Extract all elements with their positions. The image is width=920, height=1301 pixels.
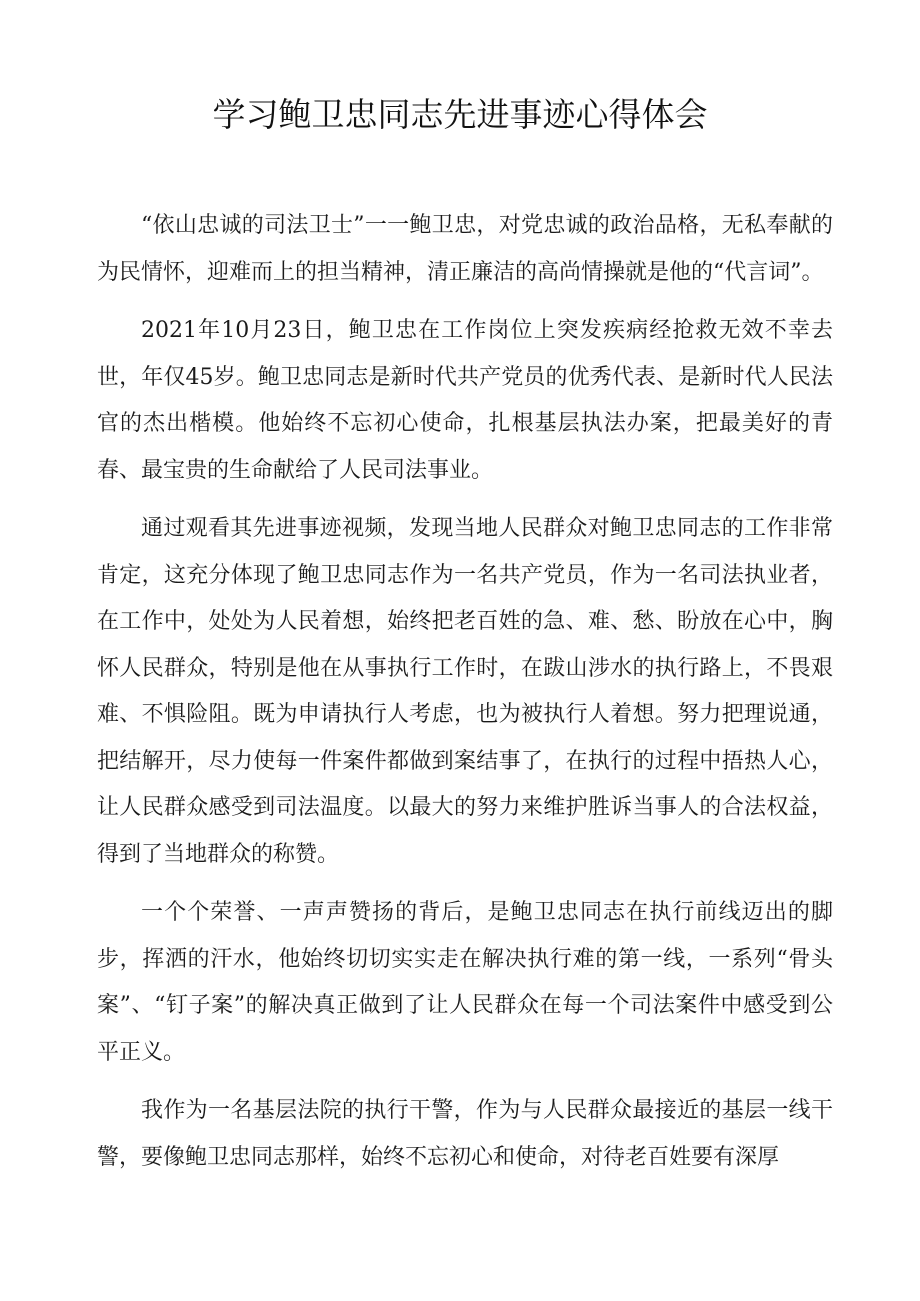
paragraph-1: “依山忠诚的司法卫士”一一鲍卫忠，对党忠诚的政治品格，无私奉献的为民情怀，迎难而上的担当精神，清正廉洁的高尚情操就是他的“代言词”。 xyxy=(97,213,833,285)
paragraph-5: 我作为一名基层法院的执行干警，作为与人民群众最接近的基层一线干警，要像鲍卫忠同志那样，始终不忘初心和使命，对待老百姓要有深厚 xyxy=(97,1098,833,1170)
document-title: 学习鲍卫忠同志先进事迹心得体会 xyxy=(212,95,708,134)
paragraph-4: 一个个荣誉、一声声赞扬的背后，是鲍卫忠同志在执行前线迈出的脚步，挥洒的汗水，他始终切切实实走在解决执行难的第一线，一系列“骨头案”、“钉子案”的解决真正做到了让人民群众在每一个司法案件中感受到公平正义。 xyxy=(97,900,833,1065)
paragraph-2: 2021年10月23日，鲍卫忠在工作岗位上突发疾病经抢救无效不幸去世，年仅45岁。鲍卫忠同志是新时代共产党员的优秀代表、是新时代人民法官的杰出楷模。他始终不忘初心使命，扎根基层执法办案，把最美好的青春、最宝贵的生命献给了人民司法事业。 xyxy=(97,318,833,483)
document-body xyxy=(97,203,833,1193)
paragraph-3: 通过观看其先进事迹视频，发现当地人民群众对鲍卫忠同志的工作非常肯定，这充分体现了鲍卫忠同志作为一名共产党员，作为一名司法执业者，在工作中，处处为人民着想，始终把老百姓的急、难、愁、盼放在心中，胸怀人民群众，特别是他在从事执行工作时，在跋山涉水的执行路上，不畏艰难、不惧险阻。既为申请执行人考虑，也为被执行人着想。努力把理说通，把结解开，尽力使每一件案件都做到案结事了，在执行的过程中捂热人心，让人民群众感受到司法温度。以最大的努力来维护胜诉当事人的合法权益，得到了当地群众的称赞。 xyxy=(97,516,833,867)
